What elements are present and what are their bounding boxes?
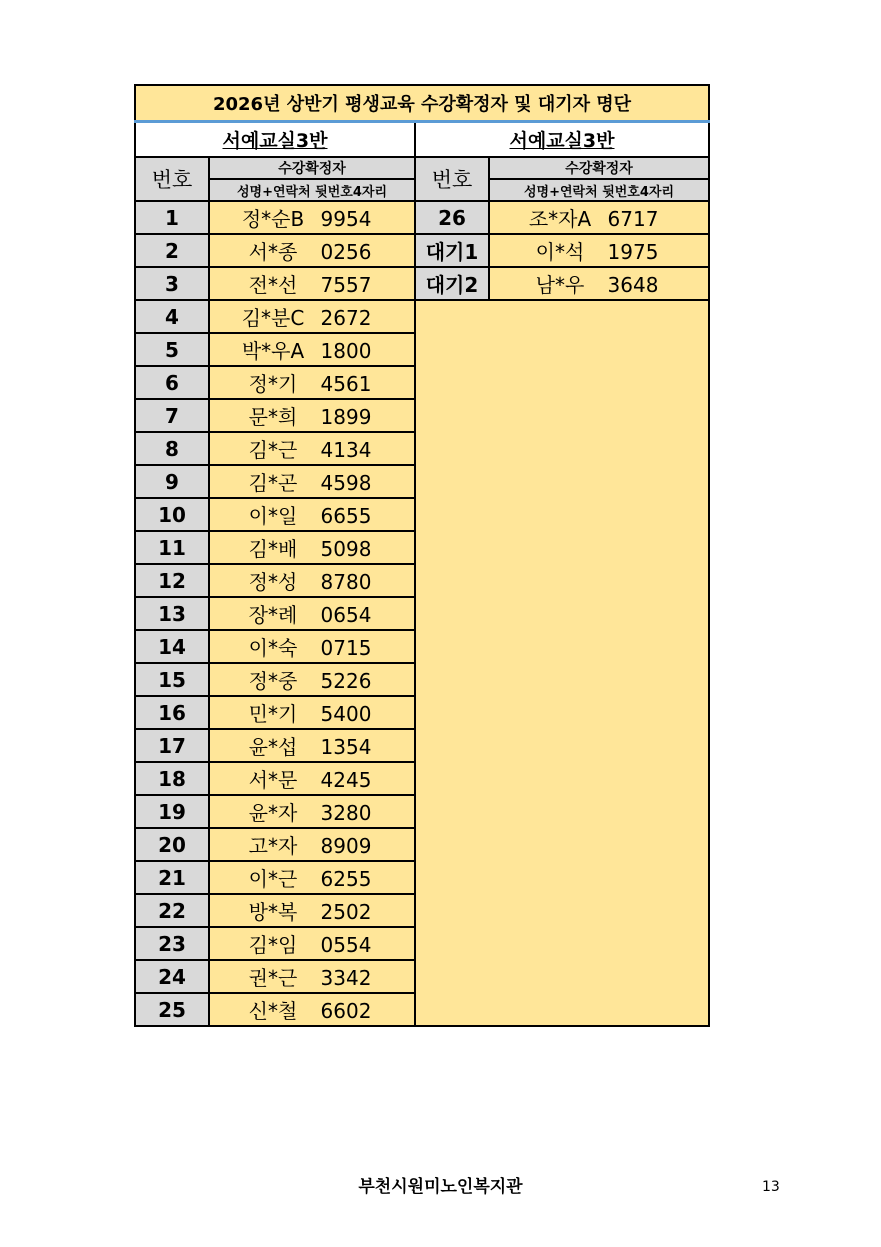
left-class-name: 서예교실3반 <box>135 121 415 157</box>
person-cell <box>209 531 415 564</box>
phone-last4: 0715 <box>320 636 372 660</box>
row-number: 10 <box>135 498 209 531</box>
row-number: 16 <box>135 696 209 729</box>
row-number: 5 <box>135 333 209 366</box>
row-number: 19 <box>135 795 209 828</box>
person-cell <box>489 234 709 267</box>
person-name: 고*자 <box>248 834 298 858</box>
phone-last4: 4134 <box>320 438 372 462</box>
row-number: 7 <box>135 399 209 432</box>
row-number: 25 <box>135 993 209 1026</box>
person-name: 이*일 <box>248 504 298 528</box>
roster-table <box>134 84 710 1027</box>
page-number: 13 <box>762 1179 780 1195</box>
person-cell <box>209 465 415 498</box>
table-row <box>135 300 709 333</box>
row-number: 1 <box>135 201 209 234</box>
row-number: 22 <box>135 894 209 927</box>
person-cell <box>209 300 415 333</box>
phone-last4: 6655 <box>320 504 372 528</box>
person-cell <box>489 201 709 234</box>
phone-last4: 8909 <box>320 834 372 858</box>
person-name: 장*례 <box>248 603 298 627</box>
phone-last4: 1975 <box>607 240 659 264</box>
person-name: 정*성 <box>248 570 298 594</box>
phone-last4: 3280 <box>320 801 372 825</box>
person-name: 문*희 <box>248 405 298 429</box>
row-number: 18 <box>135 762 209 795</box>
person-cell <box>209 729 415 762</box>
person-name: 정*중 <box>248 669 298 693</box>
phone-last4: 5226 <box>320 669 372 693</box>
row-number: 4 <box>135 300 209 333</box>
row-number: 9 <box>135 465 209 498</box>
person-cell <box>209 630 415 663</box>
phone-last4: 3648 <box>607 273 659 297</box>
row-number: 14 <box>135 630 209 663</box>
table-row <box>135 267 709 300</box>
person-name: 김*곤 <box>248 471 298 495</box>
person-name: 김*근 <box>248 438 298 462</box>
person-name: 김*임 <box>248 933 298 957</box>
row-number: 3 <box>135 267 209 300</box>
phone-last4: 3342 <box>320 966 372 990</box>
table-row <box>135 201 709 234</box>
person-name: 권*근 <box>248 966 298 990</box>
person-name: 정*순B <box>241 207 305 231</box>
phone-last4: 2502 <box>320 900 372 924</box>
document-title: 2026년 상반기 평생교육 수강확정자 및 대기자 명단 <box>135 85 709 121</box>
phone-last4: 5400 <box>320 702 372 726</box>
person-cell <box>209 795 415 828</box>
person-cell <box>209 498 415 531</box>
person-cell <box>209 399 415 432</box>
phone-last4: 6255 <box>320 867 372 891</box>
person-cell <box>209 927 415 960</box>
person-cell <box>209 993 415 1026</box>
phone-last4: 2672 <box>320 306 372 330</box>
right-class-name: 서예교실3반 <box>415 121 709 157</box>
person-name: 서*종 <box>248 240 298 264</box>
phone-last4: 0256 <box>320 240 372 264</box>
left-confirmed-header: 수강확정자 <box>209 157 415 179</box>
row-number: 6 <box>135 366 209 399</box>
person-name: 조*자A <box>528 207 592 231</box>
row-number: 24 <box>135 960 209 993</box>
person-cell <box>209 234 415 267</box>
phone-last4: 4245 <box>320 768 372 792</box>
person-name: 김*배 <box>248 537 298 561</box>
table-row <box>135 234 709 267</box>
person-cell <box>209 828 415 861</box>
row-number: 2 <box>135 234 209 267</box>
person-name: 김*분C <box>241 306 305 330</box>
left-subheader: 성명+연락처 뒷번호4자리 <box>209 179 415 201</box>
row-number: 15 <box>135 663 209 696</box>
person-cell <box>209 333 415 366</box>
row-number: 23 <box>135 927 209 960</box>
person-cell <box>209 564 415 597</box>
person-cell <box>209 201 415 234</box>
person-name: 신*철 <box>248 999 298 1023</box>
right-subheader: 성명+연락처 뒷번호4자리 <box>489 179 709 201</box>
person-cell <box>489 267 709 300</box>
person-name: 남*우 <box>535 273 585 297</box>
row-number: 8 <box>135 432 209 465</box>
person-cell <box>209 696 415 729</box>
row-number: 13 <box>135 597 209 630</box>
right-confirmed-header: 수강확정자 <box>489 157 709 179</box>
phone-last4: 1354 <box>320 735 372 759</box>
person-cell <box>209 762 415 795</box>
footer-organization: 부천시원미노인복지관 <box>358 1177 523 1197</box>
person-cell <box>209 267 415 300</box>
person-name: 이*석 <box>535 240 585 264</box>
row-number: 17 <box>135 729 209 762</box>
person-name: 정*기 <box>248 372 298 396</box>
row-number: 21 <box>135 861 209 894</box>
person-cell <box>209 366 415 399</box>
phone-last4: 8780 <box>320 570 372 594</box>
person-name: 전*선 <box>248 273 298 297</box>
person-name: 이*숙 <box>248 636 298 660</box>
left-number-header: 번호 <box>135 157 209 201</box>
person-cell <box>209 960 415 993</box>
person-name: 방*복 <box>248 900 298 924</box>
row-number: 20 <box>135 828 209 861</box>
phone-last4: 0654 <box>320 603 372 627</box>
phone-last4: 4561 <box>320 372 372 396</box>
person-cell <box>209 663 415 696</box>
phone-last4: 5098 <box>320 537 372 561</box>
empty-area <box>415 300 709 1026</box>
person-name: 민*기 <box>248 702 298 726</box>
phone-last4: 4598 <box>320 471 372 495</box>
row-number: 26 <box>415 201 489 234</box>
person-name: 박*우A <box>241 339 305 363</box>
person-name: 서*문 <box>248 768 298 792</box>
person-name: 이*근 <box>248 867 298 891</box>
row-number: 대기1 <box>415 234 489 267</box>
person-name: 윤*섭 <box>248 735 298 759</box>
person-name: 윤*자 <box>248 801 298 825</box>
person-cell <box>209 597 415 630</box>
phone-last4: 1899 <box>320 405 372 429</box>
row-number: 11 <box>135 531 209 564</box>
phone-last4: 1800 <box>320 339 372 363</box>
row-number: 대기2 <box>415 267 489 300</box>
person-cell <box>209 894 415 927</box>
row-number: 12 <box>135 564 209 597</box>
phone-last4: 9954 <box>320 207 372 231</box>
phone-last4: 7557 <box>320 273 372 297</box>
person-cell <box>209 432 415 465</box>
person-cell <box>209 861 415 894</box>
phone-last4: 0554 <box>320 933 372 957</box>
phone-last4: 6602 <box>320 999 372 1023</box>
right-number-header: 번호 <box>415 157 489 201</box>
phone-last4: 6717 <box>607 207 659 231</box>
